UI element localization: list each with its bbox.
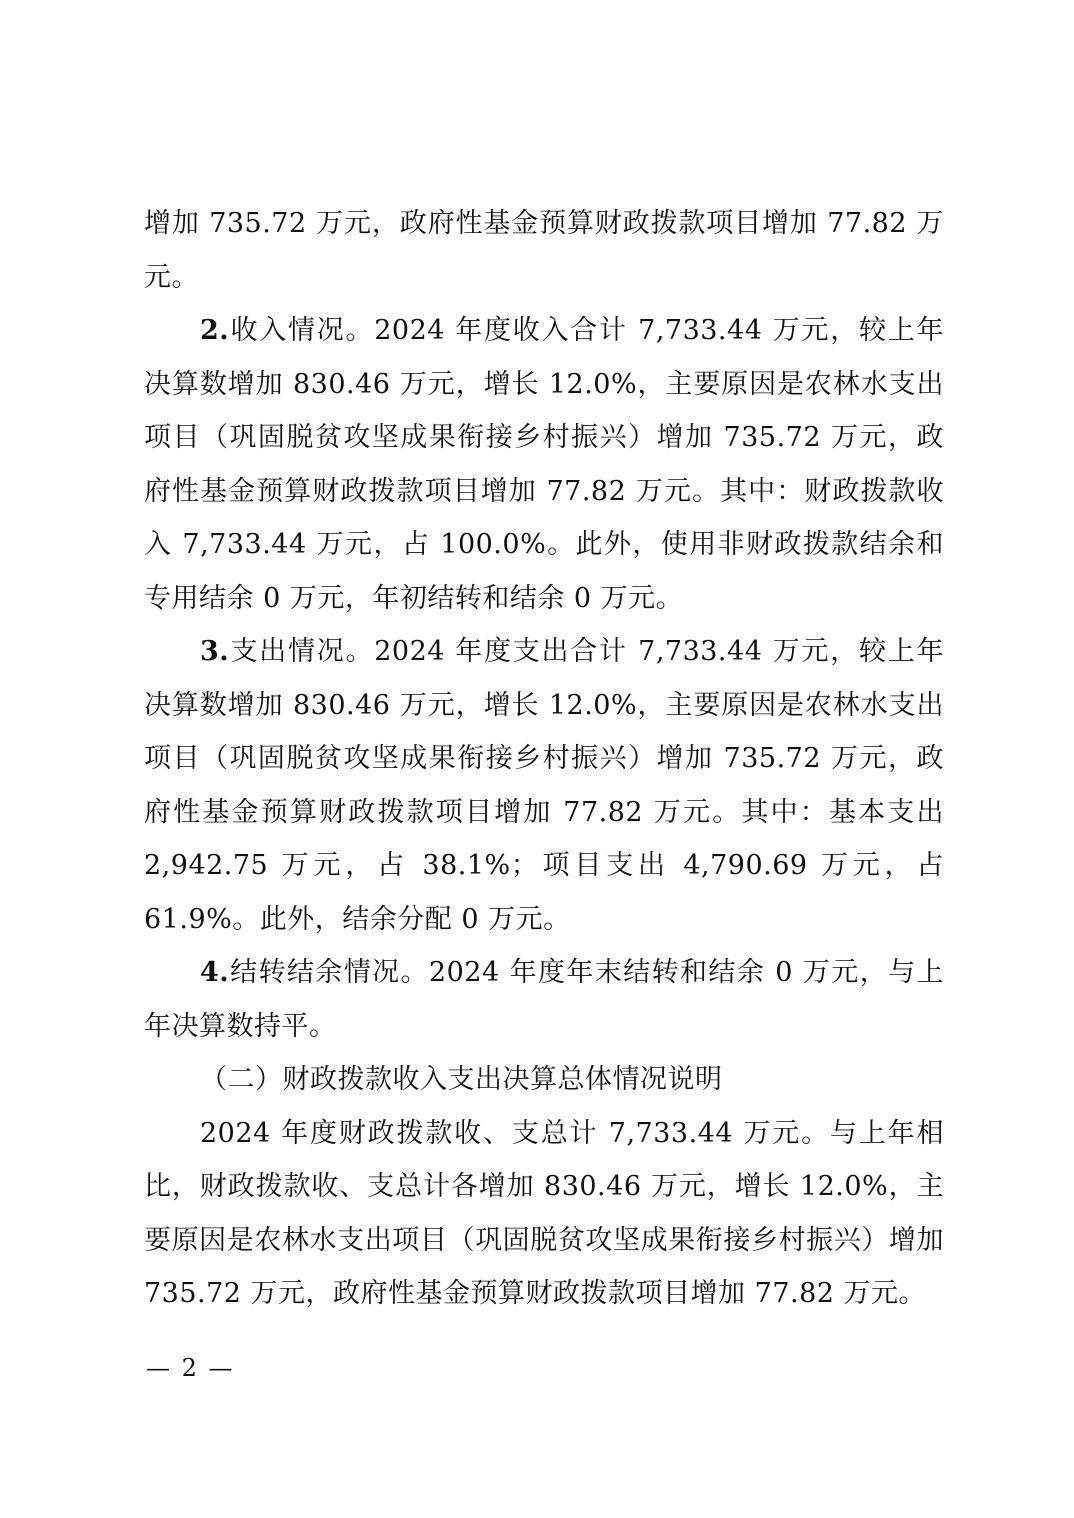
item-number: 4.: [200, 957, 230, 988]
paragraph-text: 结转结余情况。2024 年度年末结转和结余 0 万元，与上年决算数持平。: [144, 957, 944, 1042]
paragraph-text: 收入情况。2024 年度收入合计 7,733.44 万元，较上年决算数增加 830.46 万元，增长 12.0%，主要原因是农林水支出项目（巩固脱贫攻坚成果衔接乡村振兴）增加 735.72 万元，政府性基金预算财政拨款项目增加 77.82 万元。其中：财政拨款收入 7,733.44 万元，占 100.0%。此外，使用非财政拨款结余和专用结余 0 万元，年初结转和结余 0 万元。: [144, 315, 944, 614]
section-heading: （二）财政拨款收入支出决算总体情况说明: [200, 1064, 723, 1095]
paragraph-fiscal-summary: 2024 年度财政拨款收、支总计 7,733.44 万元。与上年相比，财政拨款收、支总计各增加 830.46 万元，增长 12.0%，主要原因是农林水支出项目（巩固脱贫攻坚成果衔接乡村振兴）增加 735.72 万元，政府性基金预算财政拨款项目增加 77.82 万元。: [144, 1117, 944, 1309]
document-body: [144, 197, 944, 1321]
paragraph-continuation: 增加 735.72 万元，政府性基金预算财政拨款项目增加 77.82 万元。: [144, 208, 944, 293]
paragraph-expenditure: [144, 625, 944, 946]
paragraph-text: 支出情况。2024 年度支出合计 7,733.44 万元，较上年决算数增加 830.46 万元，增长 12.0%，主要原因是农林水支出项目（巩固脱贫攻坚成果衔接乡村振兴）增加 735.72 万元，政府性基金预算财政拨款项目增加 77.82 万元。其中：基本支出 2,942.75 万元，占 38.1%；项目支出 4,790.69 万元，占 61.9%。此外，结余分配 0 万元。: [144, 636, 944, 935]
paragraph-income: [144, 304, 944, 625]
page-number: — 2 —: [146, 1354, 235, 1382]
item-number: 2.: [200, 315, 230, 346]
paragraph-carryover: [144, 946, 944, 1053]
item-number: 3.: [200, 636, 230, 667]
